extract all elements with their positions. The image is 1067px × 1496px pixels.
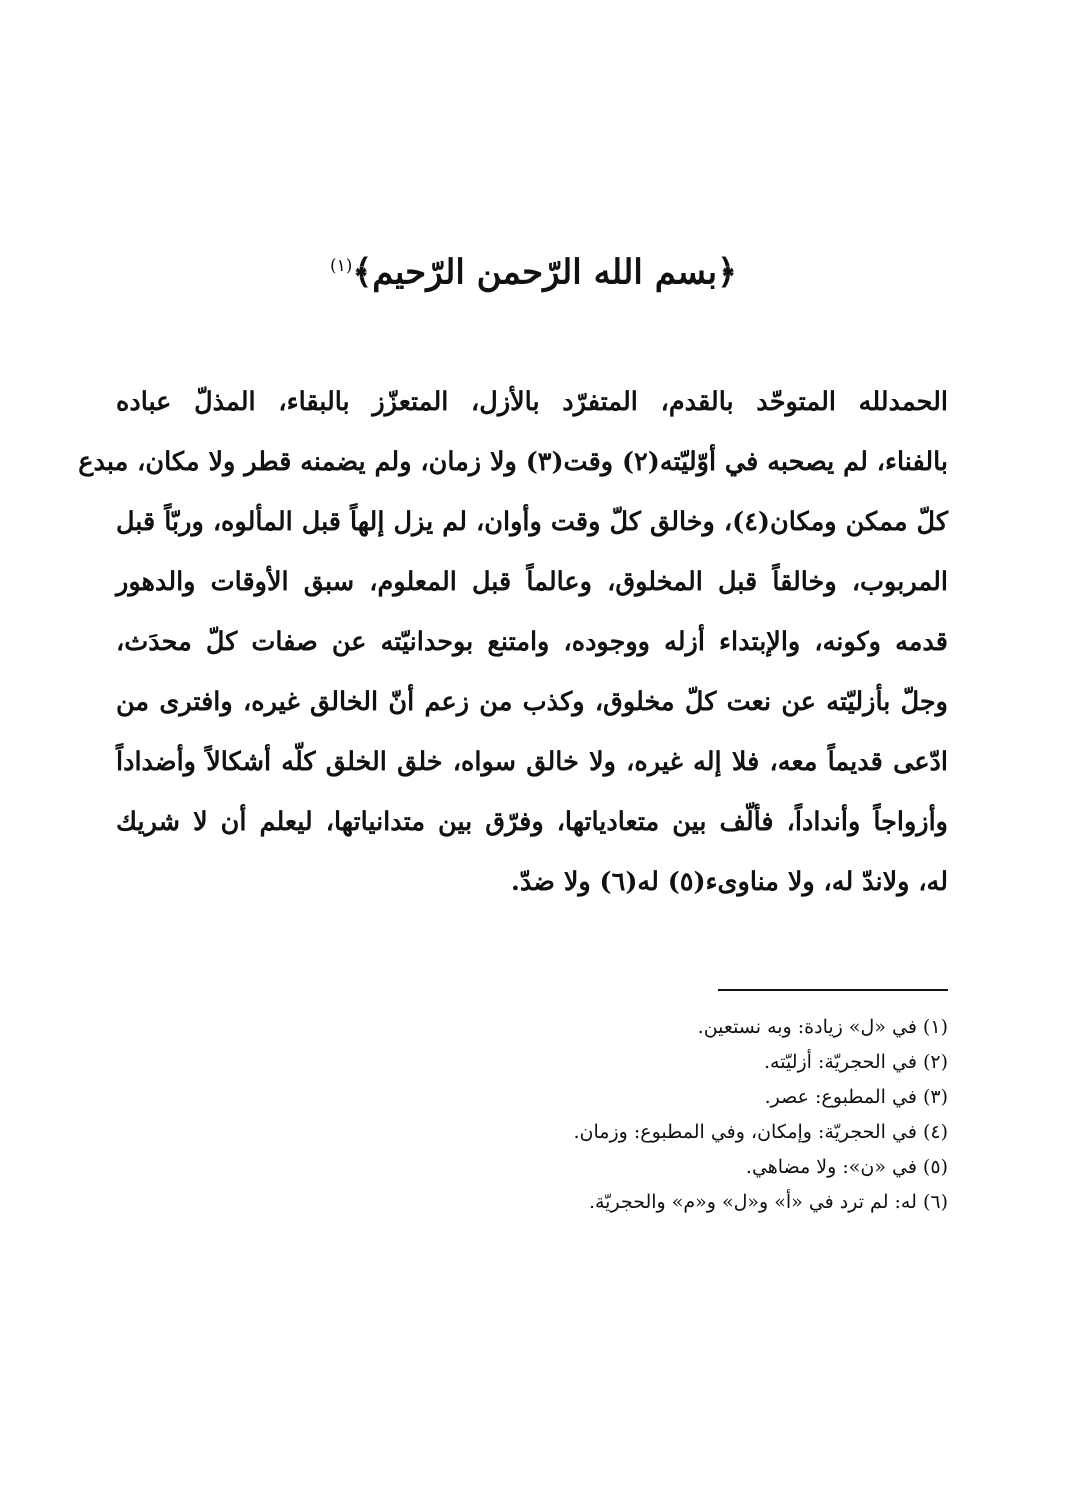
basmala-heading [0, 238, 1067, 300]
footnotes [248, 1010, 948, 1220]
footnote: (١) في «ل» زيادة: وبه نستعين. [697, 1016, 948, 1038]
body-line: كلّ ممكن ومكان(٤)، وخالق كلّ وقت وأوان، لم يزل إلهاً قبل المألوه، وربّاً قبل [116, 507, 949, 537]
footnote: (٢) في الحجريّة: أزليّته. [764, 1051, 948, 1073]
body-line: له، ولاندّ له، ولا مناوىء(٥) له(٦) ولا ضدّ. [511, 867, 948, 897]
body-line: الحمدلله المتوحّد بالقدم، المتفرّد بالأزل، المتعزّز بالبقاء، المذلّ عباده [116, 387, 948, 417]
body-paragraph [78, 372, 949, 912]
body-line: قدمه وكونه، والإبتداء أزله ووجوده، وامتنع بوحدانيّته عن صفات كلّ محدَث، [116, 627, 948, 657]
footnote: (٣) في المطبوع: عصر. [764, 1086, 948, 1108]
footnote: (٦) له: لم ترد في «أ» و«ل» و«م» والحجريّة. [588, 1191, 948, 1213]
footnote-marker: (١) [329, 256, 353, 276]
body-line: ادّعى قديماً معه، فلا إله غيره، ولا خالق سواه، خلق الخلق كلّه أشكالاً وأضداداً [116, 747, 948, 777]
body-line: المربوب، وخالقاً قبل المخلوق، وعالماً قبل المعلوم، سبق الأوقات والدهور [116, 567, 948, 597]
body-line: وأزواجاً وأنداداً، فألّف بين متعادياتها، وفرّق بين متدانياتها، ليعلم أن لا شريك [116, 807, 948, 837]
body-line: بالفناء، لم يصحبه في أوّليّته(٢) وقت(٣) ولا زمان، ولم يضمنه قطر ولا مكان، مبدع [78, 447, 948, 477]
footnote: (٤) في الحجريّة: وإمكان، وفي المطبوع: وزمان. [573, 1121, 948, 1143]
footnote: (٥) في «ن»: ولا مضاهي. [745, 1156, 948, 1178]
body-line: وجلّ بأزليّته عن نعت كلّ مخلوق، وكذب من زعم أنّ الخالق غيره، وافترى من [116, 687, 948, 717]
basmala-text: ﴿بسم الله الرّحمن الرّحيم﴾ [352, 252, 738, 293]
footnote-divider [718, 989, 948, 991]
